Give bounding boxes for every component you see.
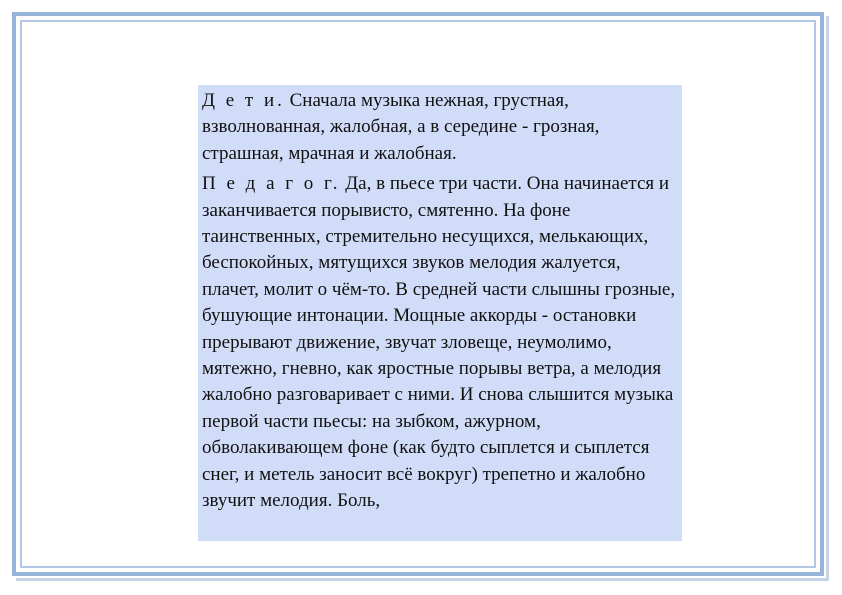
paragraph-children [202, 88, 678, 167]
frame-shadow-bottom [16, 578, 829, 581]
dialogue-text-box [198, 85, 682, 541]
paragraph-text: Да, в пьесе три части. Она начинается и заканчивается порывисто, смятенно. На фоне таинственных, стремительно несущихся, мелькающих, беспокойных, мятущихся звуков мелодия жалуется, плачет, молит о чём-то. В средней части слышны грозные, бушующие интонации. Мощные аккорды - остановки прерывают движение, звучат зловеще, неумолимо, мятежно, гневно, как яростные порывы ветра, а мелодия жалобно разговаривает с ними. И снова слышится музыка первой части пьесы: на зыбком, ажурном, обволакивающем фоне (как будто сыплется и сыплется снег, и метель заносит всё вокруг) трепетно и жалобно звучит мелодия. Боль, [202, 173, 676, 512]
speaker-teacher: П е д а г о г. [202, 173, 341, 195]
frame-shadow-right [826, 16, 829, 580]
paragraph-text: Сначала музыка нежная, грустная, взволнованная, жалобная, а в середине - грозная, страшная, мрачная и жалобная. [202, 90, 600, 164]
speaker-children: Д е т и. [202, 90, 285, 111]
paragraph-teacher [202, 171, 678, 514]
